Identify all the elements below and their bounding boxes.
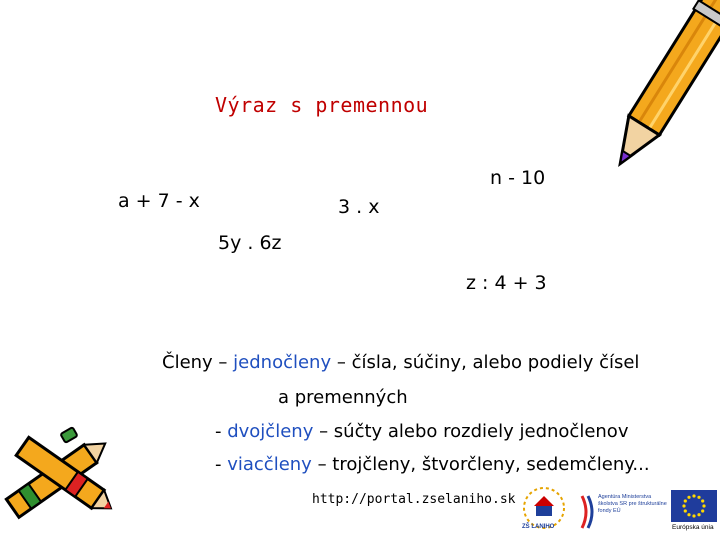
definition-line-polynomials bbox=[215, 454, 650, 475]
definition-prefix: - bbox=[215, 454, 228, 475]
expression-3-times-x: 3 . x bbox=[338, 196, 380, 218]
definition-line-continuation bbox=[278, 387, 408, 408]
agency-logo: Agentúra Ministerstva školstva SR pre štrukturálne fondy EÚ bbox=[578, 490, 670, 534]
expression-z-div-4-plus-3: z : 4 + 3 bbox=[466, 272, 547, 294]
definition-text: a premenných bbox=[278, 387, 408, 408]
eu-flag-icon bbox=[671, 490, 717, 522]
slide-title: Výraz s premennou bbox=[215, 93, 429, 117]
definition-text: – súčty alebo rozdiely jednočlenov bbox=[313, 421, 629, 442]
source-url-link[interactable]: http://portal.zselaniho.sk bbox=[312, 492, 516, 507]
expression-a-plus-7-minus-x: a + 7 - x bbox=[118, 190, 200, 212]
pencil-icon bbox=[600, 0, 720, 200]
expression-5y-times-6z: 5y . 6z bbox=[218, 232, 282, 254]
eu-logo: Európska únia bbox=[670, 490, 718, 536]
school-logo: ZŠ LANIHO bbox=[516, 484, 572, 536]
definition-text: – čísla, súčiny, alebo podiely čísel bbox=[331, 352, 640, 373]
term-viacclen: viacčleny bbox=[227, 454, 312, 475]
term-jednoclen: jednočleny bbox=[233, 352, 332, 373]
definition-text: – trojčleny, štvorčleny, sedemčleny... bbox=[311, 454, 650, 475]
definition-line-monomials bbox=[162, 352, 639, 373]
crayons-icon bbox=[0, 425, 120, 535]
definition-line-binomials bbox=[215, 421, 628, 442]
term-dvojclen: dvojčleny bbox=[227, 421, 314, 442]
expression-n-minus-10: n - 10 bbox=[490, 167, 546, 189]
definition-prefix: Členy – bbox=[162, 352, 234, 373]
definition-prefix: - bbox=[215, 421, 228, 442]
